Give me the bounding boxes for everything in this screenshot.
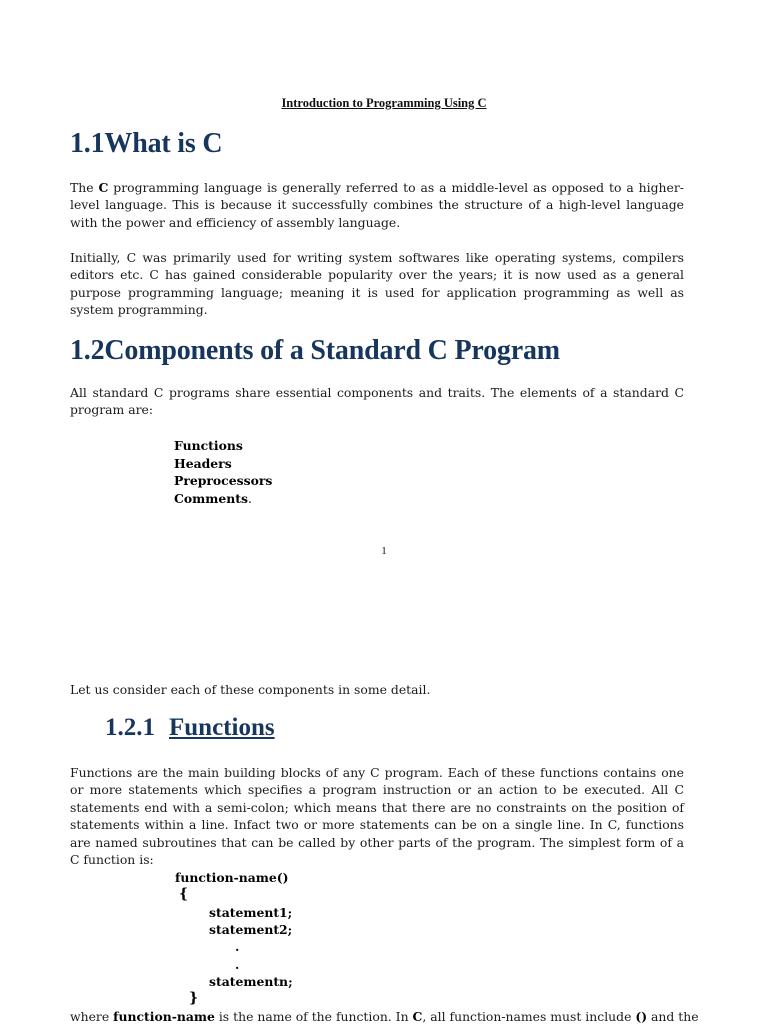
list-item [174, 490, 272, 508]
section-title: Functions [169, 714, 275, 741]
code-function-signature: function-name() [175, 870, 289, 885]
paragraph-text: programming language is generally referred to as a middle-level as opposed to a higher-level language. This is because it successfully combines the structure of a high-level language with the power and efficiency of assembly language. [70, 180, 684, 230]
page-number: 1 [381, 545, 387, 557]
code-ellipsis-dot: . [235, 957, 240, 972]
where-text: , all function-names must include [422, 1009, 636, 1024]
where-bold: function-name [113, 1009, 215, 1024]
list-item: Preprocessors [174, 473, 273, 489]
list-item: Headers [174, 455, 232, 471]
list-item-text: Comments [174, 490, 248, 506]
code-statement-n: statementn; [209, 974, 293, 989]
section-heading-1-1: 1.1What is C [70, 128, 223, 159]
where-text: is the name of the function. In [214, 1009, 413, 1024]
code-close-brace: } [189, 990, 199, 1006]
code-open-brace: { [179, 886, 189, 902]
paragraph-text: The [70, 180, 99, 195]
paragraph-functions: Functions are the main building blocks of any C program. Each of these functions contains one or more statements which specifies a program instruction or an action to be executed. All C statements end with a semi-colon; which means that there are no constraints on the position of statements within a line. Infact two or more statements can be on a single line. In C, functions are named subroutines that can be called by other parts of the program. The simplest form of a C function is: [70, 765, 684, 868]
paragraph-continuation: Let us consider each of these components in some detail. [70, 682, 431, 697]
where-text: and the [647, 1009, 699, 1024]
where-text: where [70, 1009, 114, 1024]
code-statement-2: statement2; [209, 922, 293, 937]
where-bold: () [635, 1009, 648, 1024]
where-bold: C [412, 1009, 423, 1024]
paragraph-what-is-c [70, 179, 684, 231]
section-number: 1.2.1 [105, 714, 155, 741]
document-title: Introduction to Programming Using C [281, 96, 487, 110]
list-period: . [247, 490, 252, 506]
paragraph-history: Initially, C was primarily used for writing system softwares like operating systems, compilers editors etc. C has gained considerable popularity over the years; it is now used as a general purpose programming language; meaning it is used for application programming as well as system programming. [70, 250, 684, 318]
section-heading-1-2-1 [105, 714, 275, 742]
paragraph-components-intro: All standard C programs share essential components and traits. The elements of a standard C program are: [70, 385, 684, 418]
code-ellipsis-dot: . [235, 939, 240, 954]
bold-c: C [98, 180, 109, 195]
paragraph-where [70, 1008, 699, 1024]
components-list [174, 437, 272, 507]
code-statement-1: statement1; [209, 905, 293, 920]
section-heading-1-2: 1.2Components of a Standard C Program [70, 335, 560, 366]
list-item: Functions [174, 438, 243, 453]
